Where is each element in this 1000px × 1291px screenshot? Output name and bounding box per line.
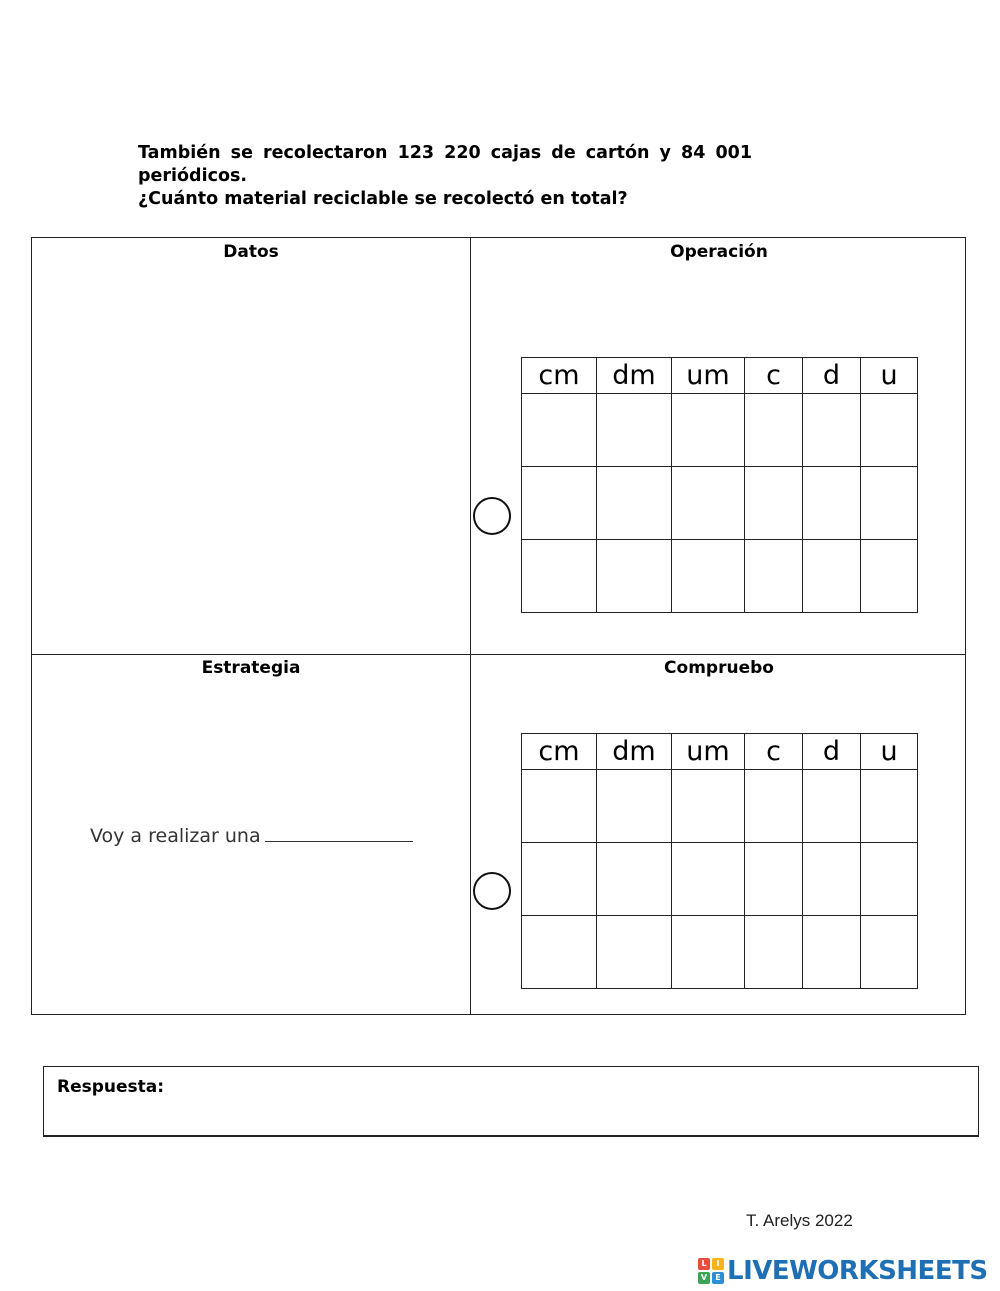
check-place-value-table [521, 733, 918, 989]
input-cell[interactable] [522, 467, 597, 540]
input-cell[interactable] [861, 770, 918, 843]
input-cell[interactable] [522, 916, 597, 989]
table-row [522, 467, 918, 540]
input-cell[interactable] [672, 916, 745, 989]
input-cell[interactable] [672, 540, 745, 613]
problem-statement [138, 142, 868, 211]
input-cell[interactable] [597, 770, 672, 843]
input-cell[interactable] [803, 540, 861, 613]
strategy-text: Voy a realizar una [90, 825, 261, 847]
input-cell[interactable] [861, 843, 918, 916]
input-cell[interactable] [672, 394, 745, 467]
answer-box[interactable] [43, 1066, 979, 1137]
strategy-sentence [90, 823, 413, 847]
input-cell[interactable] [597, 394, 672, 467]
worksheet-grid [31, 237, 966, 1015]
horizontal-divider [32, 654, 965, 655]
problem-line-1: También se recolectaron 123 220 cajas de cartón y 84 001 periódicos. [138, 143, 753, 186]
logo-text: LIVEWORKSHEETS [727, 1256, 988, 1286]
logo-blocks-icon [698, 1258, 724, 1284]
table-row [522, 916, 918, 989]
input-cell[interactable] [672, 770, 745, 843]
input-cell[interactable] [861, 540, 918, 613]
input-cell[interactable] [803, 467, 861, 540]
header-u: u [861, 734, 918, 770]
header-cm: cm [522, 734, 597, 770]
header-dm: dm [597, 358, 672, 394]
input-cell[interactable] [803, 394, 861, 467]
header-dm: dm [597, 734, 672, 770]
input-cell[interactable] [597, 916, 672, 989]
input-cell[interactable] [861, 394, 918, 467]
operation-sign-circle[interactable] [473, 497, 511, 535]
input-cell[interactable] [803, 770, 861, 843]
input-cell[interactable] [522, 843, 597, 916]
liveworksheets-logo [698, 1257, 988, 1285]
logo-block-l: L [698, 1258, 710, 1270]
input-cell[interactable] [861, 916, 918, 989]
check-sign-circle[interactable] [473, 872, 511, 910]
vertical-divider [470, 238, 471, 1014]
header-c: c [745, 358, 803, 394]
logo-block-v: V [698, 1272, 710, 1284]
input-cell[interactable] [522, 540, 597, 613]
table-row [522, 843, 918, 916]
header-c: c [745, 734, 803, 770]
header-um: um [672, 734, 745, 770]
author-credit: T. Arelys 2022 [746, 1211, 853, 1230]
input-cell[interactable] [522, 770, 597, 843]
input-cell[interactable] [803, 916, 861, 989]
strategy-blank[interactable] [265, 823, 413, 842]
input-cell[interactable] [745, 843, 803, 916]
input-cell[interactable] [672, 467, 745, 540]
problem-line-2: ¿Cuánto material reciclable se recolectó en total? [138, 189, 628, 209]
header-d: d [803, 358, 861, 394]
operacion-title: Operación [670, 242, 768, 262]
input-cell[interactable] [745, 916, 803, 989]
datos-title: Datos [223, 242, 279, 262]
table-row [522, 540, 918, 613]
input-cell[interactable] [597, 843, 672, 916]
header-u: u [861, 358, 918, 394]
input-cell[interactable] [745, 770, 803, 843]
header-d: d [803, 734, 861, 770]
header-um: um [672, 358, 745, 394]
operation-place-value-table [521, 357, 918, 613]
logo-block-e: E [712, 1272, 724, 1284]
input-cell[interactable] [597, 467, 672, 540]
input-cell[interactable] [672, 843, 745, 916]
answer-label: Respuesta: [57, 1077, 165, 1097]
header-cm: cm [522, 358, 597, 394]
compruebo-title: Compruebo [664, 658, 774, 678]
input-cell[interactable] [745, 540, 803, 613]
logo-block-i: I [712, 1258, 724, 1270]
input-cell[interactable] [597, 540, 672, 613]
table-row [522, 394, 918, 467]
input-cell[interactable] [745, 394, 803, 467]
input-cell[interactable] [522, 394, 597, 467]
input-cell[interactable] [861, 467, 918, 540]
input-cell[interactable] [803, 843, 861, 916]
input-cell[interactable] [745, 467, 803, 540]
table-row [522, 770, 918, 843]
estrategia-title: Estrategia [201, 658, 301, 678]
